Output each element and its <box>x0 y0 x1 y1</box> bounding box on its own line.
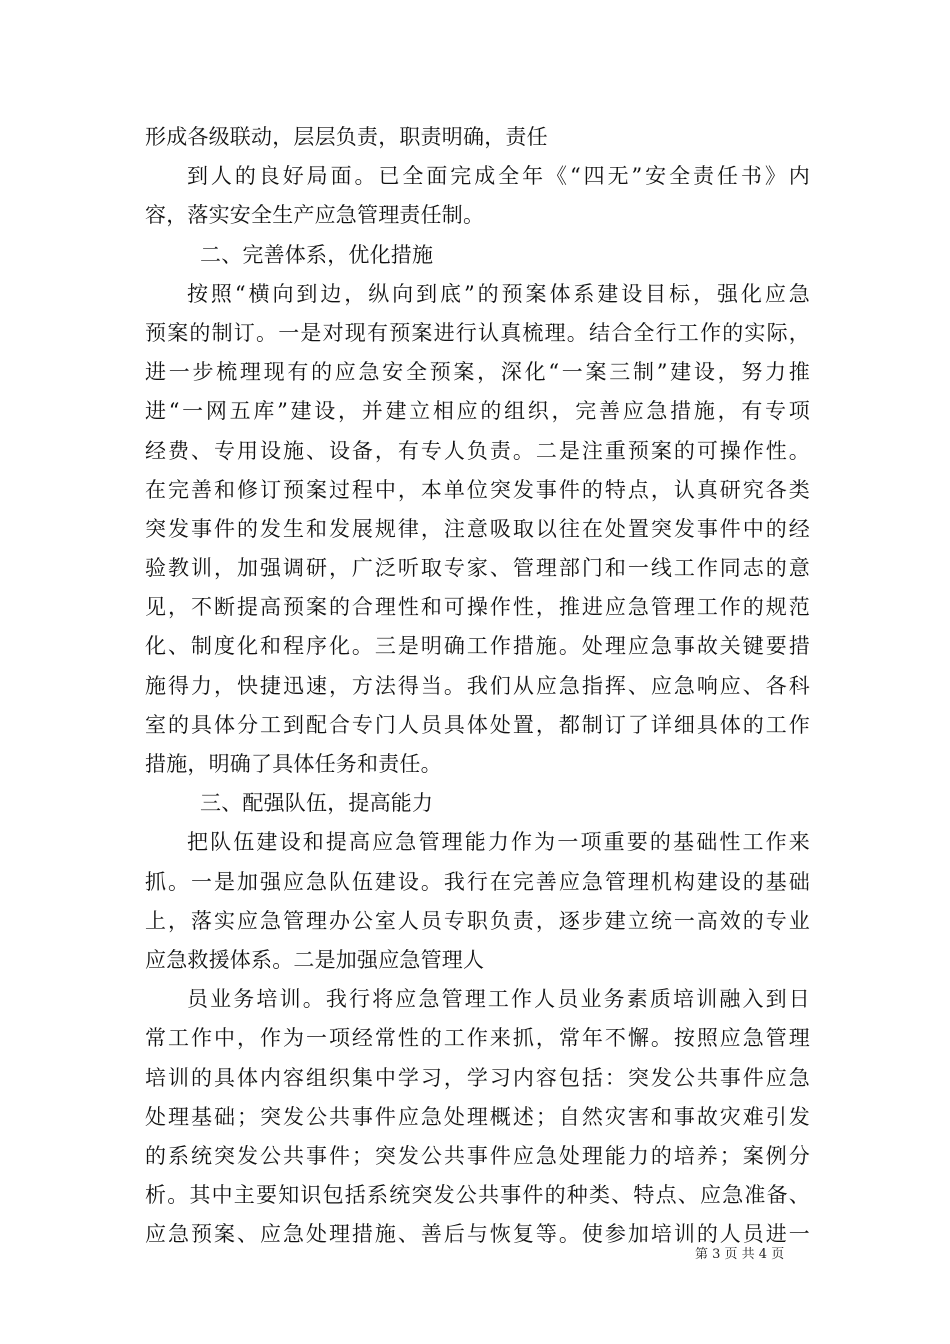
page-number-footer: 第 3 页 共 4 页 <box>695 1247 785 1262</box>
text-line: 在完善和修订预案过程中，本单位突发事件的特点，认真研究各类 <box>145 477 810 502</box>
text-line: 见，不断提高预案的合理性和可操作性，推进应急管理工作的规范 <box>145 595 810 620</box>
text-line: 化、制度化和程序化。三是明确工作措施。处理应急事故关键要措 <box>145 634 810 659</box>
text-line: 常工作中，作为一项经常性的工作来抓，常年不懈。按照应急管理 <box>145 1026 810 1051</box>
text-line: 进“一网五库”建设，并建立相应的组织，完善应急措施，有专项 <box>145 399 810 424</box>
text-line: 经费、专用设施、设备，有专人负责。二是注重预案的可操作性。 <box>145 438 810 463</box>
text-line: 容，落实安全生产应急管理责任制。 <box>145 203 485 228</box>
text-line: 抓。一是加强应急队伍建设。我行在完善应急管理机构建设的基础 <box>145 869 810 894</box>
text-line: 析。其中主要知识包括系统突发公共事件的种类、特点、应急准备、 <box>145 1183 810 1208</box>
text-line: 上，落实应急管理办公室人员专职负责，逐步建立统一高效的专业 <box>145 908 810 933</box>
text-line: 处理基础；突发公共事件应急处理概述；自然灾害和事故灾难引发 <box>145 1104 810 1129</box>
section-heading: 二、完善体系，优化措施 <box>200 242 434 267</box>
text-line: 室的具体分工到配合专门人员具体处置，都制订了详细具体的工作 <box>145 712 810 737</box>
text-line: 按照“横向到边，纵向到底”的预案体系建设目标，强化应急 <box>187 281 810 306</box>
text-line: 措施，明确了具体任务和责任。 <box>145 752 442 776</box>
text-line: 到人的良好局面。已全面完成全年《“四无”安全责任书》内 <box>187 164 810 189</box>
text-line: 应急预案、应急处理措施、善后与恢复等。使参加培训的人员进一 <box>145 1222 810 1247</box>
text-line: 把队伍建设和提高应急管理能力作为一项重要的基础性工作来 <box>187 830 810 855</box>
text-line: 的系统突发公共事件；突发公共事件应急处理能力的培养；案例分 <box>145 1143 810 1168</box>
text-line: 突发事件的发生和发展规律，注意吸取以往在处置突发事件中的经 <box>145 516 810 541</box>
text-line: 员业务培训。我行将应急管理工作人员业务素质培训融入到日 <box>187 987 810 1012</box>
document-body <box>145 118 810 1254</box>
text-line: 应急救援体系。二是加强应急管理人 <box>145 947 485 972</box>
section-heading: 三、配强队伍，提高能力 <box>200 791 434 816</box>
text-line: 预案的制订。一是对现有预案进行认真梳理。结合全行工作的实际， <box>145 320 810 345</box>
text-line: 形成各级联动，层层负责，职责明确，责任 <box>145 125 548 149</box>
text-line: 施得力，快捷迅速，方法得当。我们从应急指挥、应急响应、各科 <box>145 673 810 698</box>
text-line: 验教训，加强调研，广泛听取专家、管理部门和一线工作同志的意 <box>145 556 810 581</box>
text-line: 进一步梳理现有的应急安全预案，深化“一案三制”建设，努力推 <box>145 360 810 385</box>
text-line: 培训的具体内容组织集中学习，学习内容包括：突发公共事件应急 <box>145 1065 810 1090</box>
